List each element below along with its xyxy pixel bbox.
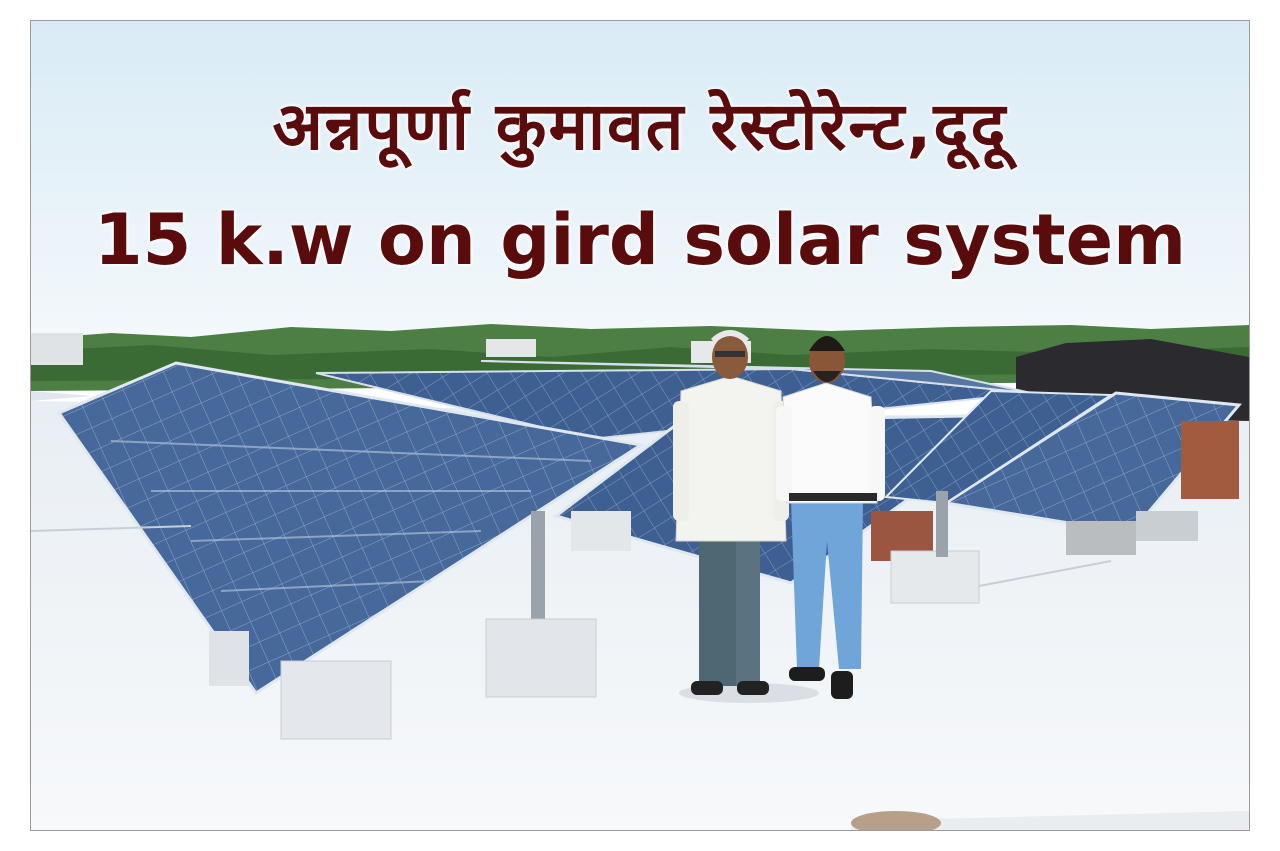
brick-pillar [1181, 421, 1239, 499]
sky [31, 21, 1249, 341]
poster-title-english: 15 k.w on gird solar system [93, 199, 1187, 281]
photo-frame [30, 20, 1250, 831]
poster-title-hindi: अन्नपूर्णा कुमावत रेस्टोरेन्ट,दूदू [272, 88, 1008, 165]
building [31, 333, 83, 365]
concrete-block [486, 619, 596, 697]
